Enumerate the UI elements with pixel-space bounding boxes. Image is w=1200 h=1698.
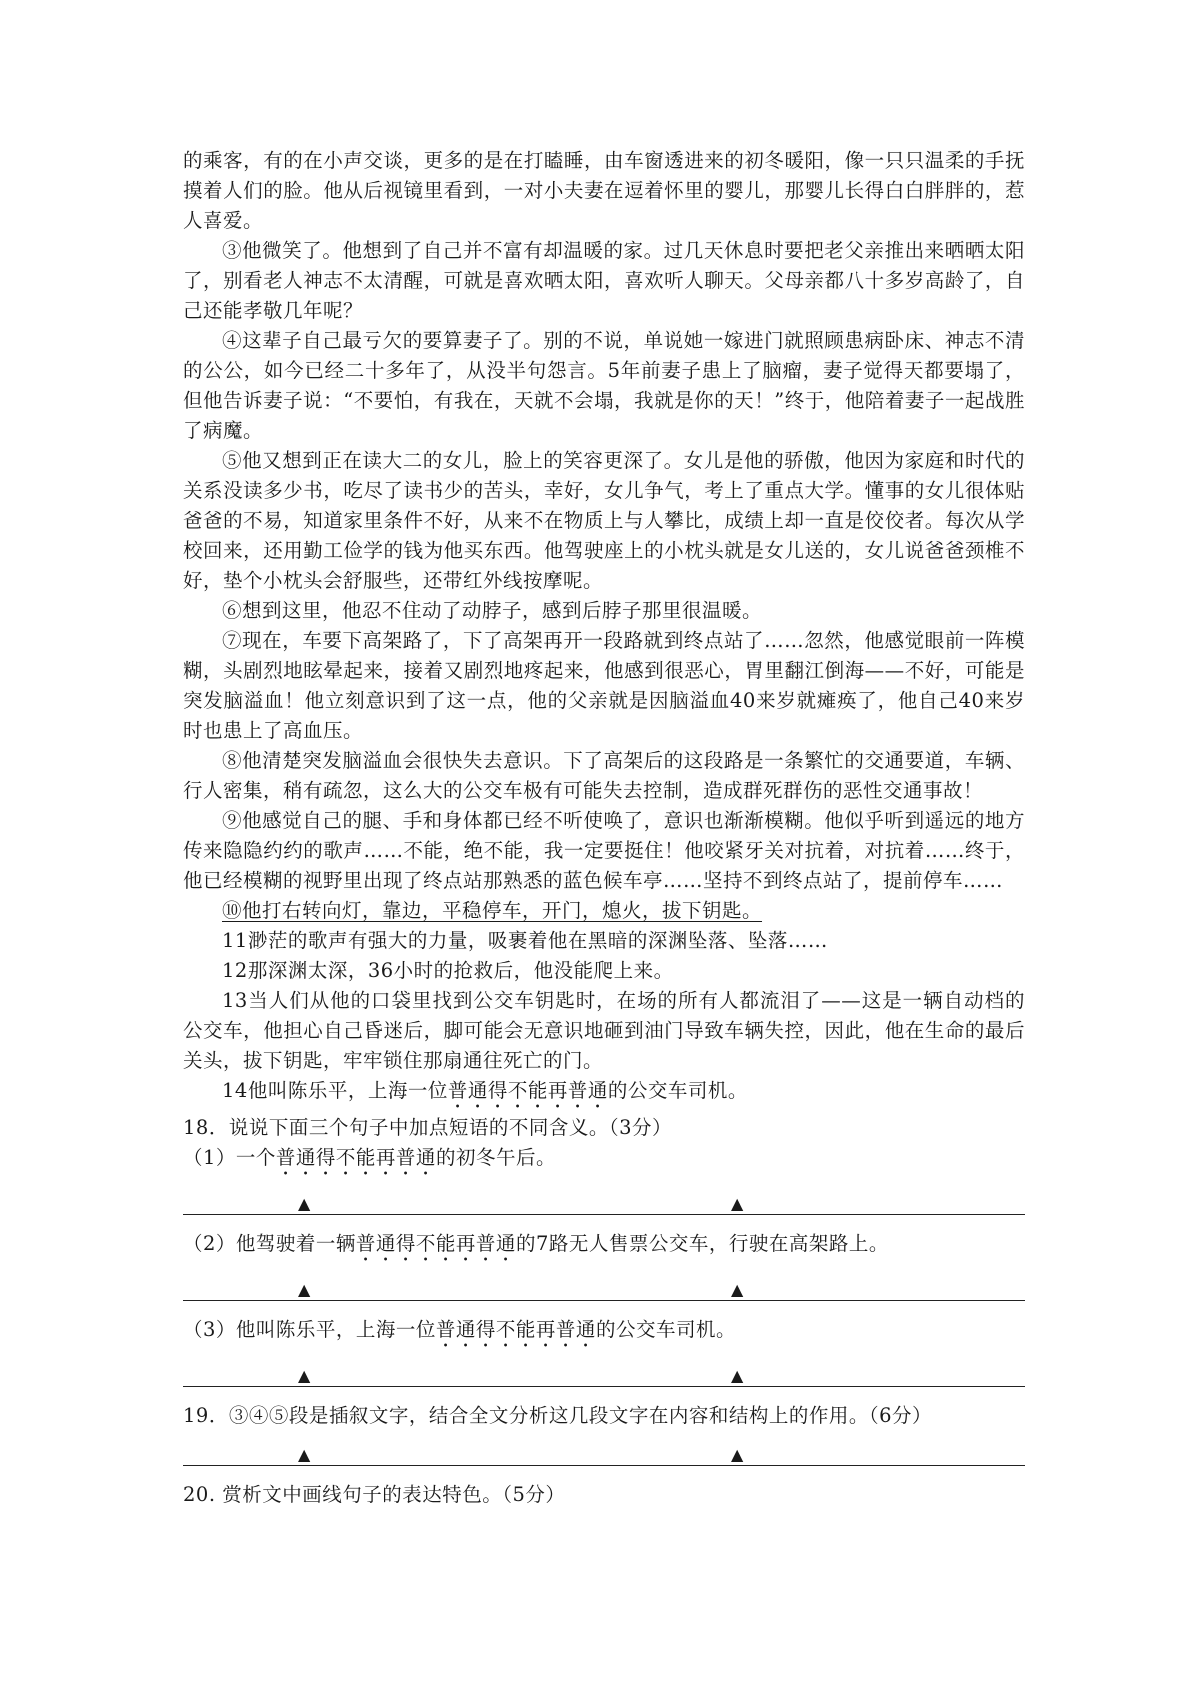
triangle-marker-icon: ▲ bbox=[298, 1445, 311, 1464]
paragraph-11: 11渺茫的歌声有强大的力量，吸裹着他在黑暗的深渊坠落、坠落…… bbox=[222, 929, 828, 952]
triangle-marker-icon: ▲ bbox=[298, 1280, 311, 1299]
paragraph-continued: 的乘客，有的在小声交谈，更多的是在打瞌睡，由车窗透进来的初冬暖阳，像一只只温柔的手抚摸着人们的脸。他从后视镜里看到，一对小夫妻在逗着怀里的婴儿，那婴儿长得白白胖胖的，惹人喜爱。 bbox=[183, 149, 1025, 232]
s2-text-pre: （2）他驾驶着一辆 bbox=[183, 1232, 356, 1255]
s1-text-pre: （1）一个 bbox=[183, 1146, 276, 1169]
s1-text-post: 的初冬午后。 bbox=[435, 1146, 556, 1169]
paragraph-6: ⑥想到这里，他忍不住动了动脖子，感到后脖子那里很温暖。 bbox=[222, 599, 763, 622]
paragraph-8: ⑧他清楚突发脑溢血会很快失去意识。下了高架后的这段路是一条繁忙的交通要道，车辆、行人密集，稍有疏忽，这么大的公交车极有可能失去控制，造成群死群伤的恶性交通事故！ bbox=[183, 749, 1025, 802]
underlined-sentence: ⑩他打右转向灯，靠边，平稳停车，开门，熄火，拔下钥匙。 bbox=[222, 899, 763, 922]
paragraph-7: ⑦现在，车要下高架路了，下了高架再开一段路就到终点站了……忽然，他感觉眼前一阵模糊，头剧烈地眩晕起来，接着又剧烈地疼起来，他感到很恶心，胃里翻江倒海——不好，可能是突发脑溢血！他立刻意识到了这一点，他的父亲就是因脑溢血40来岁就瘫痪了，他自己40来岁时也患上了高血压。 bbox=[183, 629, 1025, 742]
answer-line-3[interactable] bbox=[183, 1352, 1025, 1387]
triangle-marker-icon: ▲ bbox=[298, 1194, 311, 1213]
s1-dotted-phrase: 普通得不能再普通 bbox=[275, 1146, 436, 1169]
sentence-2 bbox=[183, 1229, 1025, 1266]
question-19: 19．③④⑤段是插叙文字，结合全文分析这几段文字在内容和结构上的作用。（6分） bbox=[183, 1404, 932, 1427]
triangle-marker-icon: ▲ bbox=[731, 1194, 744, 1213]
triangle-marker-icon: ▲ bbox=[731, 1280, 744, 1299]
paragraph-12: 12那深渊太深，36小时的抢救后，他没能爬上来。 bbox=[222, 959, 674, 982]
p14-text-post: 的公交车司机。 bbox=[607, 1079, 748, 1102]
s3-dotted-phrase: 普通得不能再普通 bbox=[435, 1318, 596, 1341]
s3-text-post: 的公交车司机。 bbox=[595, 1318, 736, 1341]
paragraph-4: ④这辈子自己最亏欠的要算妻子了。别的不说，单说她一嫁进门就照顾患病卧床、神志不清的公公，如今已经二十多年了，从没半句怨言。5年前妻子患上了脑瘤，妻子觉得天都要塌了，但他告诉妻子说：“不要怕，有我在，天就不会塌，我就是你的天！”终于，他陪着妻子一起战胜了病魔。 bbox=[183, 329, 1025, 442]
s2-text-post: 的7路无人售票公交车，行驶在高架路上。 bbox=[515, 1232, 889, 1255]
answer-line-2[interactable] bbox=[183, 1266, 1025, 1301]
answer-line-1[interactable] bbox=[183, 1180, 1025, 1215]
question-20: 20. 赏析文中画线句子的表达特色。（5分） bbox=[183, 1483, 566, 1506]
exam-page bbox=[183, 146, 1025, 1510]
triangle-marker-icon: ▲ bbox=[731, 1445, 744, 1464]
paragraph-5: ⑤他又想到正在读大二的女儿，脸上的笑容更深了。女儿是他的骄傲，他因为家庭和时代的关系没读多少书，吃尽了读书少的苦头，幸好，女儿争气，考上了重点大学。懂事的女儿很体贴爸爸的不易，知道家里条件不好，从来不在物质上与人攀比，成绩上却一直是佼佼者。每次从学校回来，还用勤工俭学的钱为他买东西。他驾驶座上的小枕头就是女儿送的，女儿说爸爸颈椎不好，垫个小枕头会舒服些，还带红外线按摩呢。 bbox=[183, 449, 1025, 592]
triangle-marker-icon: ▲ bbox=[298, 1366, 311, 1385]
s3-text-pre: （3）他叫陈乐平，上海一位 bbox=[183, 1318, 436, 1341]
sentence-3 bbox=[183, 1315, 1025, 1352]
p14-dotted-phrase: 普通得不能再普通 bbox=[447, 1079, 608, 1102]
paragraph-13: 13当人们从他的口袋里找到公交车钥匙时，在场的所有人都流泪了——这是一辆自动档的公交车，他担心自己昏迷后，脚可能会无意识地砸到油门导致车辆失控，因此，他在生命的最后关头，拔下钥匙，牢牢锁住那扇通往死亡的门。 bbox=[183, 989, 1025, 1072]
paragraph-9: ⑨他感觉自己的腿、手和身体都已经不听使唤了，意识也渐渐模糊。他似乎听到遥远的地方传来隐隐约约的歌声……不能，绝不能，我一定要挺住！他咬紧牙关对抗着，对抗着……终于，他已经模糊的视野里出现了终点站那熟悉的蓝色候车亭……坚持不到终点站了，提前停车…… bbox=[183, 809, 1025, 892]
paragraph-3: ③他微笑了。他想到了自己并不富有却温暖的家。过几天休息时要把老父亲推出来晒晒太阳了，别看老人神志不太清醒，可就是喜欢晒太阳，喜欢听人聊天。父母亲都八十多岁高龄了，自己还能孝敬几年呢？ bbox=[183, 239, 1025, 322]
question-18: 18．说说下面三个句子中加点短语的不同含义。（3分） bbox=[183, 1116, 672, 1139]
sentence-1 bbox=[183, 1143, 1025, 1180]
paragraph-10 bbox=[183, 896, 1025, 926]
p14-text-pre: 14他叫陈乐平，上海一位 bbox=[222, 1079, 448, 1102]
paragraph-14 bbox=[183, 1076, 1025, 1113]
s2-dotted-phrase: 普通得不能再普通 bbox=[355, 1232, 516, 1255]
triangle-marker-icon: ▲ bbox=[731, 1366, 744, 1385]
answer-line-19[interactable] bbox=[183, 1431, 1025, 1466]
